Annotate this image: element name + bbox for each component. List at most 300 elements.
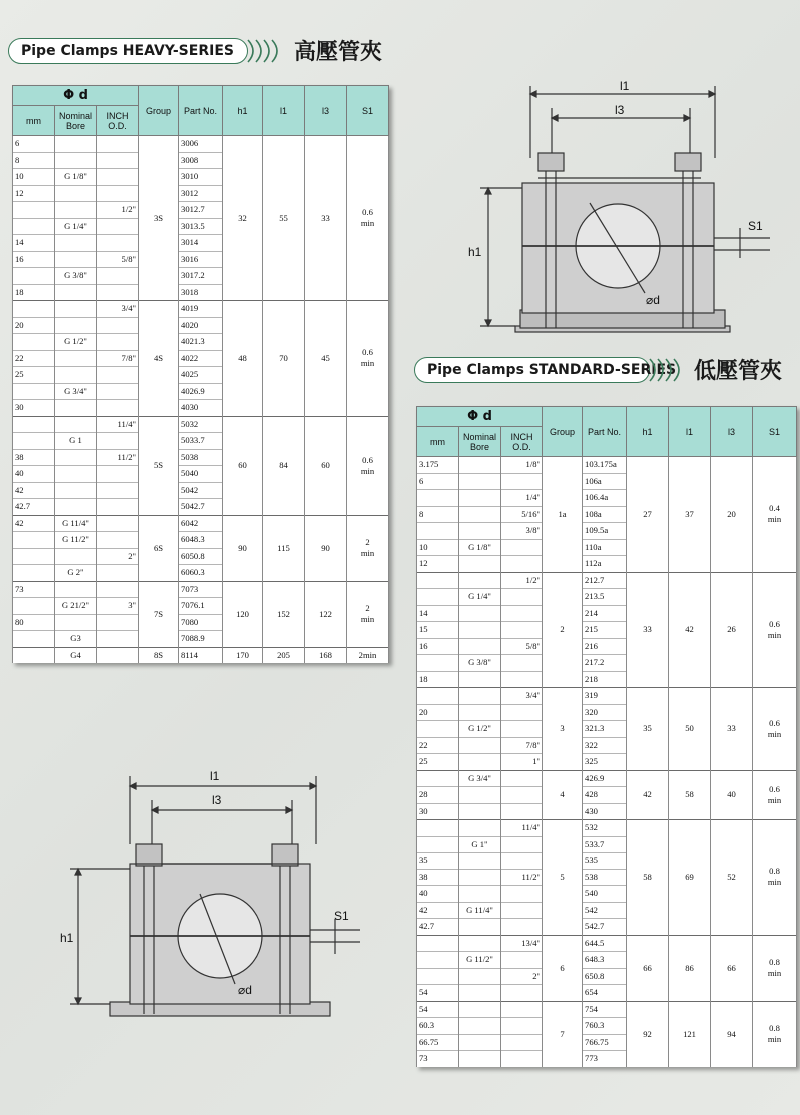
nominal-bore-cell bbox=[459, 803, 501, 820]
table-row bbox=[417, 1001, 797, 1018]
nominal-bore-cell: G 1 bbox=[55, 433, 97, 450]
nominal-bore-cell bbox=[459, 572, 501, 589]
nominal-bore-cell bbox=[55, 185, 97, 202]
l3-cell: 26 bbox=[711, 572, 753, 688]
inch-od-cell bbox=[501, 1051, 543, 1067]
nominal-bore-cell bbox=[459, 787, 501, 804]
mm-cell bbox=[417, 721, 459, 738]
inch-od-cell: 3/8" bbox=[501, 523, 543, 540]
nominal-bore-cell bbox=[55, 466, 97, 483]
nominal-bore-cell: G 3/8" bbox=[459, 655, 501, 672]
part-no-cell: 6060.3 bbox=[179, 565, 223, 582]
table-row bbox=[13, 581, 389, 598]
group-cell: 3 bbox=[543, 688, 583, 771]
inch-od-cell: 11/4" bbox=[97, 416, 139, 433]
mm-cell: 12 bbox=[417, 556, 459, 573]
part-no-cell: 532 bbox=[583, 820, 627, 837]
table-row bbox=[417, 688, 797, 705]
h1-cell: 90 bbox=[223, 515, 263, 581]
inch-od-cell bbox=[501, 787, 543, 804]
h1-label: h1 bbox=[468, 245, 482, 259]
mm-cell bbox=[13, 433, 55, 450]
l3-header: l3 bbox=[305, 86, 347, 136]
nominal-bore-cell bbox=[459, 1034, 501, 1051]
nominal-bore-cell bbox=[55, 499, 97, 516]
h1-cell: 58 bbox=[627, 820, 669, 936]
nominal-bore-cell bbox=[459, 671, 501, 688]
inch-od-cell bbox=[97, 614, 139, 631]
inch-od-cell: 7/8" bbox=[97, 350, 139, 367]
part-no-cell: 3006 bbox=[179, 136, 223, 153]
nominal-bore-cell bbox=[459, 638, 501, 655]
table-row bbox=[417, 935, 797, 952]
nominal-bore-cell: G 1/8" bbox=[55, 169, 97, 186]
h1-cell: 60 bbox=[223, 416, 263, 515]
h1-cell: 35 bbox=[627, 688, 669, 771]
mm-cell: 28 bbox=[417, 787, 459, 804]
nominal-bore-cell bbox=[459, 1051, 501, 1067]
nominal-bore-cell bbox=[459, 1018, 501, 1035]
nominal-bore-cell: G4 bbox=[55, 647, 97, 663]
inch-od-cell: 5/8" bbox=[97, 251, 139, 268]
mm-cell bbox=[13, 647, 55, 663]
inch-od-cell bbox=[97, 433, 139, 450]
mm-cell: 25 bbox=[417, 754, 459, 771]
inch-od-cell bbox=[97, 532, 139, 549]
nominal-bore-cell bbox=[459, 523, 501, 540]
part-no-cell: 430 bbox=[583, 803, 627, 820]
s1-label: S1 bbox=[334, 909, 349, 923]
nominal-bore-cell bbox=[459, 737, 501, 754]
l1-cell: 69 bbox=[669, 820, 711, 936]
mm-cell: 42.7 bbox=[13, 499, 55, 516]
l3-cell: 33 bbox=[711, 688, 753, 771]
mm-cell: 60.3 bbox=[417, 1018, 459, 1035]
inch-od-cell bbox=[501, 836, 543, 853]
mm-cell: 73 bbox=[417, 1051, 459, 1067]
standard-clamp-diagram bbox=[60, 764, 400, 1026]
mm-header: mm bbox=[13, 106, 55, 136]
nominal-bore-cell bbox=[459, 869, 501, 886]
nominal-bore-cell bbox=[459, 556, 501, 573]
nominal-bore-cell bbox=[55, 367, 97, 384]
inch-od-cell bbox=[501, 919, 543, 936]
part-no-cell: 4019 bbox=[179, 301, 223, 318]
nominal-bore-cell: G3 bbox=[55, 631, 97, 648]
standard-series-table bbox=[416, 406, 797, 1067]
inch-od-cell: 5/16" bbox=[501, 506, 543, 523]
inch-od-cell bbox=[97, 631, 139, 648]
inch-od-cell: 3/4" bbox=[97, 301, 139, 318]
inch-od-cell bbox=[501, 556, 543, 573]
chevron-arrows-icon bbox=[244, 38, 290, 64]
inch-od-cell bbox=[501, 803, 543, 820]
nominal-bore-cell: G 1/2" bbox=[55, 334, 97, 351]
table-row bbox=[13, 301, 389, 318]
heavy-series-table bbox=[12, 85, 389, 663]
inch-od-cell bbox=[97, 185, 139, 202]
mm-cell bbox=[417, 589, 459, 606]
nominal-bore-cell bbox=[55, 416, 97, 433]
group-cell: 5S bbox=[139, 416, 179, 515]
group-cell: 2 bbox=[543, 572, 583, 688]
s1-cell: 0.4 min bbox=[753, 457, 797, 573]
heavy-series-title: Pipe Clamps HEAVY-SERIES bbox=[8, 38, 248, 64]
s1-cell: 0.6 min bbox=[753, 572, 797, 688]
part-no-cell: 213.5 bbox=[583, 589, 627, 606]
part-no-cell: 540 bbox=[583, 886, 627, 903]
table-row bbox=[13, 515, 389, 532]
mm-cell: 54 bbox=[417, 1001, 459, 1018]
nominal-bore-cell: G 11/4" bbox=[459, 902, 501, 919]
l1-cell: 58 bbox=[669, 770, 711, 820]
nominal-bore-cell bbox=[459, 506, 501, 523]
mm-cell bbox=[417, 523, 459, 540]
h1-cell: 33 bbox=[627, 572, 669, 688]
part-no-cell: 217.2 bbox=[583, 655, 627, 672]
nominal-bore-cell: G 21/2" bbox=[55, 598, 97, 615]
nominal-bore-cell bbox=[459, 820, 501, 837]
heavy-clamp-diagram bbox=[460, 78, 790, 340]
part-no-cell: 4022 bbox=[179, 350, 223, 367]
mm-cell bbox=[417, 836, 459, 853]
inch-od-cell bbox=[97, 268, 139, 285]
table-row bbox=[13, 647, 389, 663]
mm-cell bbox=[417, 688, 459, 705]
inch-od-cell: 2" bbox=[501, 968, 543, 985]
mm-cell bbox=[13, 631, 55, 648]
mm-cell bbox=[417, 655, 459, 672]
nominal-bore-cell bbox=[459, 1001, 501, 1018]
l1-cell: 205 bbox=[263, 647, 305, 663]
nominal-bore-cell: G 2" bbox=[55, 565, 97, 582]
s1-cell: 0.8 min bbox=[753, 820, 797, 936]
inch-od-cell: 1/2" bbox=[97, 202, 139, 219]
group-cell: 7S bbox=[139, 581, 179, 647]
part-no-cell: 3008 bbox=[179, 152, 223, 169]
part-no-cell: 3017.2 bbox=[179, 268, 223, 285]
mm-cell: 20 bbox=[13, 317, 55, 334]
mm-cell: 20 bbox=[417, 704, 459, 721]
l1-cell: 70 bbox=[263, 301, 305, 417]
nominal-bore-cell bbox=[459, 490, 501, 507]
inch-od-cell bbox=[97, 169, 139, 186]
mm-cell: 66.75 bbox=[417, 1034, 459, 1051]
nominal-bore-cell: G 3/8" bbox=[55, 268, 97, 285]
inch-od-cell: 1/8" bbox=[501, 457, 543, 474]
inch-od-cell: 1/4" bbox=[501, 490, 543, 507]
mm-cell: 38 bbox=[417, 869, 459, 886]
nominal-bore-header: Nominal Bore bbox=[459, 427, 501, 457]
mm-cell: 16 bbox=[13, 251, 55, 268]
inch-od-cell bbox=[501, 1018, 543, 1035]
nominal-bore-cell bbox=[459, 985, 501, 1002]
inch-od-cell: 11/2" bbox=[97, 449, 139, 466]
s1-label: S1 bbox=[748, 219, 763, 233]
inch-od-cell bbox=[97, 367, 139, 384]
mm-cell: 54 bbox=[417, 985, 459, 1002]
mm-cell: 18 bbox=[13, 284, 55, 301]
part-no-cell: 542.7 bbox=[583, 919, 627, 936]
l1-cell: 152 bbox=[263, 581, 305, 647]
mm-cell: 80 bbox=[13, 614, 55, 631]
part-no-cell: 5040 bbox=[179, 466, 223, 483]
inch-od-cell: 3/4" bbox=[501, 688, 543, 705]
inch-od-cell: 11/2" bbox=[501, 869, 543, 886]
inch-od-cell bbox=[97, 218, 139, 235]
l1-header: l1 bbox=[263, 86, 305, 136]
l1-cell: 50 bbox=[669, 688, 711, 771]
mm-cell: 12 bbox=[13, 185, 55, 202]
nominal-bore-cell bbox=[55, 235, 97, 252]
part-no-cell: 535 bbox=[583, 853, 627, 870]
part-no-cell: 4020 bbox=[179, 317, 223, 334]
part-no-cell: 766.75 bbox=[583, 1034, 627, 1051]
part-no-header: Part No. bbox=[583, 407, 627, 457]
part-no-cell: 325 bbox=[583, 754, 627, 771]
s1-cell: 2 min bbox=[347, 581, 389, 647]
h1-cell: 32 bbox=[223, 136, 263, 301]
part-no-cell: 773 bbox=[583, 1051, 627, 1067]
part-no-cell: 7073 bbox=[179, 581, 223, 598]
mm-cell: 14 bbox=[13, 235, 55, 252]
part-no-cell: 7080 bbox=[179, 614, 223, 631]
mm-cell bbox=[13, 218, 55, 235]
part-no-cell: 214 bbox=[583, 605, 627, 622]
part-no-cell: 5032 bbox=[179, 416, 223, 433]
inch-od-cell bbox=[97, 466, 139, 483]
part-no-cell: 212.7 bbox=[583, 572, 627, 589]
inch-od-cell bbox=[501, 622, 543, 639]
part-no-cell: 426.9 bbox=[583, 770, 627, 787]
mm-cell bbox=[13, 301, 55, 318]
part-no-cell: 5042.7 bbox=[179, 499, 223, 516]
inch-od-cell bbox=[501, 1001, 543, 1018]
nominal-bore-cell bbox=[55, 350, 97, 367]
l1-cell: 37 bbox=[669, 457, 711, 573]
inch-od-cell: 3" bbox=[97, 598, 139, 615]
inch-od-cell bbox=[501, 853, 543, 870]
s1-cell: 0.6 min bbox=[347, 301, 389, 417]
inch-od-cell: 2" bbox=[97, 548, 139, 565]
group-header: Group bbox=[139, 86, 179, 136]
inch-od-cell: 11/4" bbox=[501, 820, 543, 837]
nominal-bore-cell bbox=[55, 202, 97, 219]
d-label: ⌀d bbox=[646, 293, 660, 307]
mm-cell: 40 bbox=[417, 886, 459, 903]
inch-od-cell bbox=[501, 655, 543, 672]
part-no-cell: 654 bbox=[583, 985, 627, 1002]
s1-cell: 2min bbox=[347, 647, 389, 663]
inch-od-cell bbox=[501, 539, 543, 556]
part-no-cell: 7076.1 bbox=[179, 598, 223, 615]
nominal-bore-cell bbox=[459, 704, 501, 721]
nominal-bore-cell: G 11/4" bbox=[55, 515, 97, 532]
mm-cell bbox=[13, 202, 55, 219]
inch-od-cell: 13/4" bbox=[501, 935, 543, 952]
inch-od-cell bbox=[97, 400, 139, 417]
table-row bbox=[13, 136, 389, 153]
mm-cell: 15 bbox=[417, 622, 459, 639]
s1-cell: 0.6 min bbox=[347, 136, 389, 301]
group-cell: 7 bbox=[543, 1001, 583, 1067]
mm-cell bbox=[13, 383, 55, 400]
mm-cell bbox=[417, 968, 459, 985]
table-row bbox=[13, 416, 389, 433]
l3-cell: 168 bbox=[305, 647, 347, 663]
mm-cell: 22 bbox=[417, 737, 459, 754]
part-no-cell: 321.3 bbox=[583, 721, 627, 738]
part-no-cell: 6050.8 bbox=[179, 548, 223, 565]
part-no-cell: 644.5 bbox=[583, 935, 627, 952]
inch-od-cell: 7/8" bbox=[501, 737, 543, 754]
part-no-cell: 4026.9 bbox=[179, 383, 223, 400]
nominal-bore-cell: G 3/4" bbox=[459, 770, 501, 787]
h1-cell: 27 bbox=[627, 457, 669, 573]
mm-cell: 6 bbox=[417, 473, 459, 490]
s1-cell: 0.6 min bbox=[753, 770, 797, 820]
h1-cell: 120 bbox=[223, 581, 263, 647]
inch-od-cell bbox=[501, 605, 543, 622]
part-no-cell: 216 bbox=[583, 638, 627, 655]
part-no-cell: 5033.7 bbox=[179, 433, 223, 450]
phi-d-header: Φ d bbox=[417, 407, 543, 427]
part-no-cell: 3012.7 bbox=[179, 202, 223, 219]
mm-cell bbox=[13, 598, 55, 615]
heavy-series-title-cn: 高壓管夾 bbox=[294, 40, 383, 65]
mm-cell bbox=[13, 565, 55, 582]
inch-od-cell bbox=[501, 721, 543, 738]
s1-cell: 0.6 min bbox=[347, 416, 389, 515]
nominal-bore-cell bbox=[459, 688, 501, 705]
mm-cell bbox=[417, 572, 459, 589]
l3-cell: 52 bbox=[711, 820, 753, 936]
l1-cell: 55 bbox=[263, 136, 305, 301]
nominal-bore-cell bbox=[55, 581, 97, 598]
nominal-bore-cell bbox=[55, 614, 97, 631]
inch-od-cell bbox=[501, 704, 543, 721]
mm-cell: 10 bbox=[13, 169, 55, 186]
part-no-cell: 320 bbox=[583, 704, 627, 721]
group-cell: 3S bbox=[139, 136, 179, 301]
standard-series-title-cn: 低壓管夾 bbox=[694, 359, 783, 384]
part-no-cell: 215 bbox=[583, 622, 627, 639]
l3-label: l3 bbox=[212, 793, 222, 807]
nominal-bore-cell bbox=[55, 548, 97, 565]
nominal-bore-cell bbox=[55, 251, 97, 268]
l1-cell: 84 bbox=[263, 416, 305, 515]
mm-cell: 10 bbox=[417, 539, 459, 556]
standard-series-banner bbox=[414, 357, 800, 385]
inch-od-cell bbox=[501, 589, 543, 606]
part-no-cell: 112a bbox=[583, 556, 627, 573]
mm-cell: 30 bbox=[417, 803, 459, 820]
mm-cell bbox=[417, 952, 459, 969]
part-no-cell: 6042 bbox=[179, 515, 223, 532]
part-no-cell: 322 bbox=[583, 737, 627, 754]
part-no-cell: 760.3 bbox=[583, 1018, 627, 1035]
part-no-cell: 4025 bbox=[179, 367, 223, 384]
inch-od-cell: 5/8" bbox=[501, 638, 543, 655]
s1-cell: 2 min bbox=[347, 515, 389, 581]
nominal-bore-cell bbox=[55, 317, 97, 334]
inch-od-cell: 1" bbox=[501, 754, 543, 771]
mm-header: mm bbox=[417, 427, 459, 457]
part-no-cell: 3016 bbox=[179, 251, 223, 268]
inch-od-cell bbox=[97, 317, 139, 334]
group-cell: 1a bbox=[543, 457, 583, 573]
nominal-bore-cell bbox=[459, 919, 501, 936]
l1-header: l1 bbox=[669, 407, 711, 457]
s1-cell: 0.8 min bbox=[753, 935, 797, 1001]
part-no-cell: 4030 bbox=[179, 400, 223, 417]
inch-od-cell bbox=[97, 482, 139, 499]
nominal-bore-cell bbox=[55, 400, 97, 417]
part-no-cell: 319 bbox=[583, 688, 627, 705]
inch-od-cell bbox=[97, 565, 139, 582]
group-cell: 6 bbox=[543, 935, 583, 1001]
nominal-bore-cell bbox=[55, 301, 97, 318]
l3-cell: 66 bbox=[711, 935, 753, 1001]
nominal-bore-cell bbox=[459, 853, 501, 870]
part-no-cell: 106.4a bbox=[583, 490, 627, 507]
s1-cell: 0.6 min bbox=[753, 688, 797, 771]
l3-cell: 20 bbox=[711, 457, 753, 573]
mm-cell: 16 bbox=[417, 638, 459, 655]
l3-cell: 45 bbox=[305, 301, 347, 417]
nominal-bore-cell bbox=[459, 622, 501, 639]
group-header: Group bbox=[543, 407, 583, 457]
part-no-cell: 110a bbox=[583, 539, 627, 556]
nominal-bore-cell bbox=[55, 136, 97, 153]
l3-cell: 60 bbox=[305, 416, 347, 515]
mm-cell: 73 bbox=[13, 581, 55, 598]
s1-header: S1 bbox=[753, 407, 797, 457]
part-no-cell: 106a bbox=[583, 473, 627, 490]
phi-d-header: Φ d bbox=[13, 86, 139, 106]
group-cell: 4 bbox=[543, 770, 583, 820]
part-no-cell: 3010 bbox=[179, 169, 223, 186]
l1-label: l1 bbox=[620, 79, 630, 93]
part-no-cell: 4021.3 bbox=[179, 334, 223, 351]
inch-od-cell bbox=[97, 334, 139, 351]
table-row bbox=[417, 457, 797, 474]
inch-od-cell bbox=[501, 902, 543, 919]
nominal-bore-cell bbox=[55, 152, 97, 169]
mm-cell: 8 bbox=[13, 152, 55, 169]
mm-cell: 42 bbox=[13, 515, 55, 532]
mm-cell bbox=[417, 935, 459, 952]
part-no-cell: 428 bbox=[583, 787, 627, 804]
mm-cell: 3.175 bbox=[417, 457, 459, 474]
part-no-cell: 754 bbox=[583, 1001, 627, 1018]
heavy-series-banner bbox=[8, 38, 408, 66]
part-no-cell: 648.3 bbox=[583, 952, 627, 969]
mm-cell: 25 bbox=[13, 367, 55, 384]
l3-cell: 90 bbox=[305, 515, 347, 581]
s1-cell: 0.8 min bbox=[753, 1001, 797, 1067]
table-row bbox=[417, 572, 797, 589]
l1-cell: 42 bbox=[669, 572, 711, 688]
nominal-bore-cell bbox=[459, 473, 501, 490]
mm-cell: 35 bbox=[417, 853, 459, 870]
mm-cell bbox=[417, 820, 459, 837]
l1-label: l1 bbox=[210, 769, 220, 783]
l1-cell: 115 bbox=[263, 515, 305, 581]
group-cell: 4S bbox=[139, 301, 179, 417]
part-no-header: Part No. bbox=[179, 86, 223, 136]
l3-cell: 94 bbox=[711, 1001, 753, 1067]
